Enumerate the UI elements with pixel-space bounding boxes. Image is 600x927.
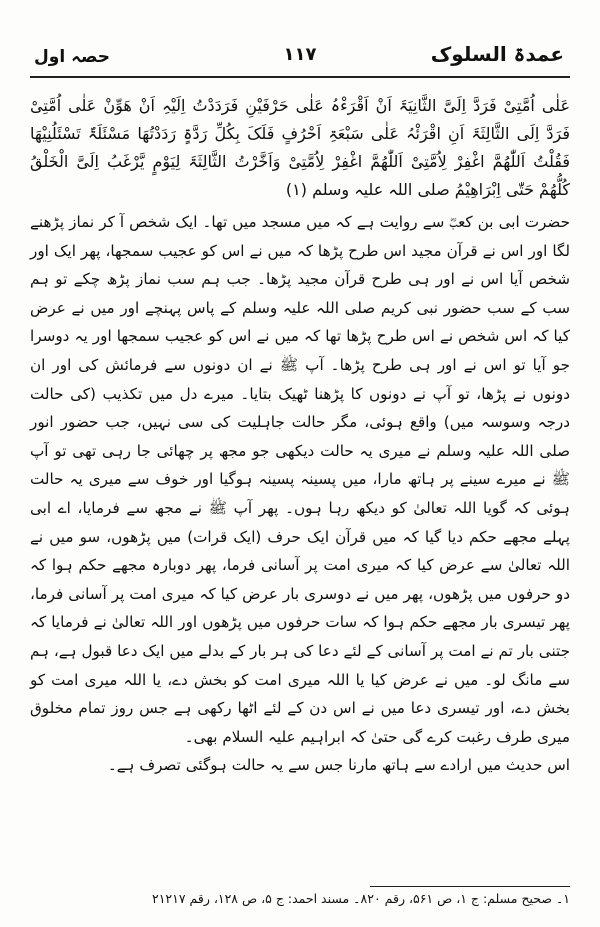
- header-divider: [30, 76, 570, 78]
- arabic-hadith-text: عَلٰی اُمَّتِیْ فَرَدَّ اِلَیَّ الثَّانِیَۃَ اَنْ اَقْرَءْہُ عَلٰی حَرْفَیْنِ فَرَدَدْتُ اِلَیْہِ اَنْ ھَوِّنْ عَلٰی اُمَّتِیْ فَرَدَّ اِلَی الثَّالِثَۃَ اَنِ اقْرَئْہُ عَلٰی سَبْعَۃِ اَحْرُفٍ فَلَکَ بِکُلِّ رَدَّۃٍ رَدَدْتُھَا مَسْئَلَۃٌ تَسْئَلُنِیْھَا فَقُلْتُ اَللّٰھُمَّ اغْفِرْ لِاُمَّتِیْ اَللّٰھُمَّ اغْفِرْ لِاُمَّتِیْ وَاَخَّرْتُ الثَّالِثَۃَ لِیَوْمٍ یَّرْغَبُ اِلَیَّ الْخَلْقُ کُلُّھُمْ حَتّٰی اِبْرَاھِیْمُ صلی اللہ علیہ وسلم (۱): [30, 96, 570, 199]
- page-body: [30, 92, 570, 780]
- footnote-divider: [370, 886, 570, 887]
- translation-paragraph: حضرت ابی بن کعبؓ سے روایت ہے کہ میں مسجد میں تھا۔ ایک شخص آ کر نماز پڑھنے لگا اور اس نے قرآن مجید اس طرح پڑھا کہ میں نے اس کو عجیب سمجھا، پھر ایک اور شخص آیا اس نے اور ہی طرح قرآن مجید پڑھا۔ جب ہم سب نماز پڑھ چکے تو ہم سب کے سب حضور نبی کریم صلی اللہ علیہ وسلم کے پاس پہنچے اور میں نے عرض کیا کہ اس شخص نے اس طرح پڑھا تھا کہ میں نے اس کو عجیب سمجھا اور یہ دوسرا جو آیا تو اس نے اور ہی طرح پڑھا۔ آپ ﷺ نے ان دونوں سے فرمائش کی اور ان دونوں نے پڑھا، تو آپ نے دونوں کا پڑھنا ٹھیک بتایا۔ میرے دل میں تکذیب (کی حالت درجہ وسوسہ میں) واقع ہوئی، مگر حالت جاہلیت کی سی نہیں، جب حضور انور صلی اللہ علیہ وسلم نے میری یہ حالت دیکھی جو مجھ پر چھائی جا رہی تھی تو آپ ﷺ نے میرے سینے پر ہاتھ مارا، میں پسینہ پسینہ ہوگیا اور خوف سے میری یہ حالت ہوئی کہ گویا اللہ تعالیٰ کو دیکھ رہا ہوں۔ پھر آپ ﷺ نے مجھ سے فرمایا، اے ابی پہلے مجھے حکم دیا گیا کہ میں قرآن ایک حرف (ایک قرات) میں پڑھوں، سو میں نے اللہ تعالیٰ سے عرض کیا کہ میری امت پر آسانی فرما، پھر دوبارہ مجھے حکم ہوا کہ دو حرفوں میں پڑھوں، پھر میں نے دوسری بار عرض کیا کہ میری امت پر آسانی فرما، پھر تیسری بار مجھے حکم ہوا کہ سات حرفوں میں پڑھوں اور اللہ تعالیٰ نے فرمایا کہ جتنی بار تم نے امت پر آسانی کے لئے دعا کی ہر بار کے بدلے میں ایک دعا قبول ہے، ہم سے مانگ لو۔ میں نے عرض کیا یا اللہ میری امت کو بخش دے، یا اللہ میری امت کو بخش دے، اور تیسری دعا میں نے اس دن کے لئے اٹھا رکھی ہے جس روز تمام مخلوق میری طرف رغبت کرے گی حتیٰ کہ ابراہیم علیہ السلام بھی۔: [30, 213, 570, 746]
- commentary-paragraph: اس حدیث میں ارادے سے ہاتھ مارنا جس سے یہ حالت ہوگئی تصرف ہے۔: [107, 756, 570, 775]
- footnote-reference: ۱۔ صحیح مسلم: ج ۱، ص ۵۶۱، رقم ۸۲۰۔ مسند احمد: ج ۵، ص ۱۲۸، رقم ۲۱۲۱۷: [151, 891, 570, 906]
- book-title: عمدۃ السلوک: [430, 42, 564, 66]
- page-number: ۱۱۷: [283, 44, 317, 65]
- volume-label: حصہ اول: [34, 47, 111, 67]
- page-header: [30, 38, 570, 72]
